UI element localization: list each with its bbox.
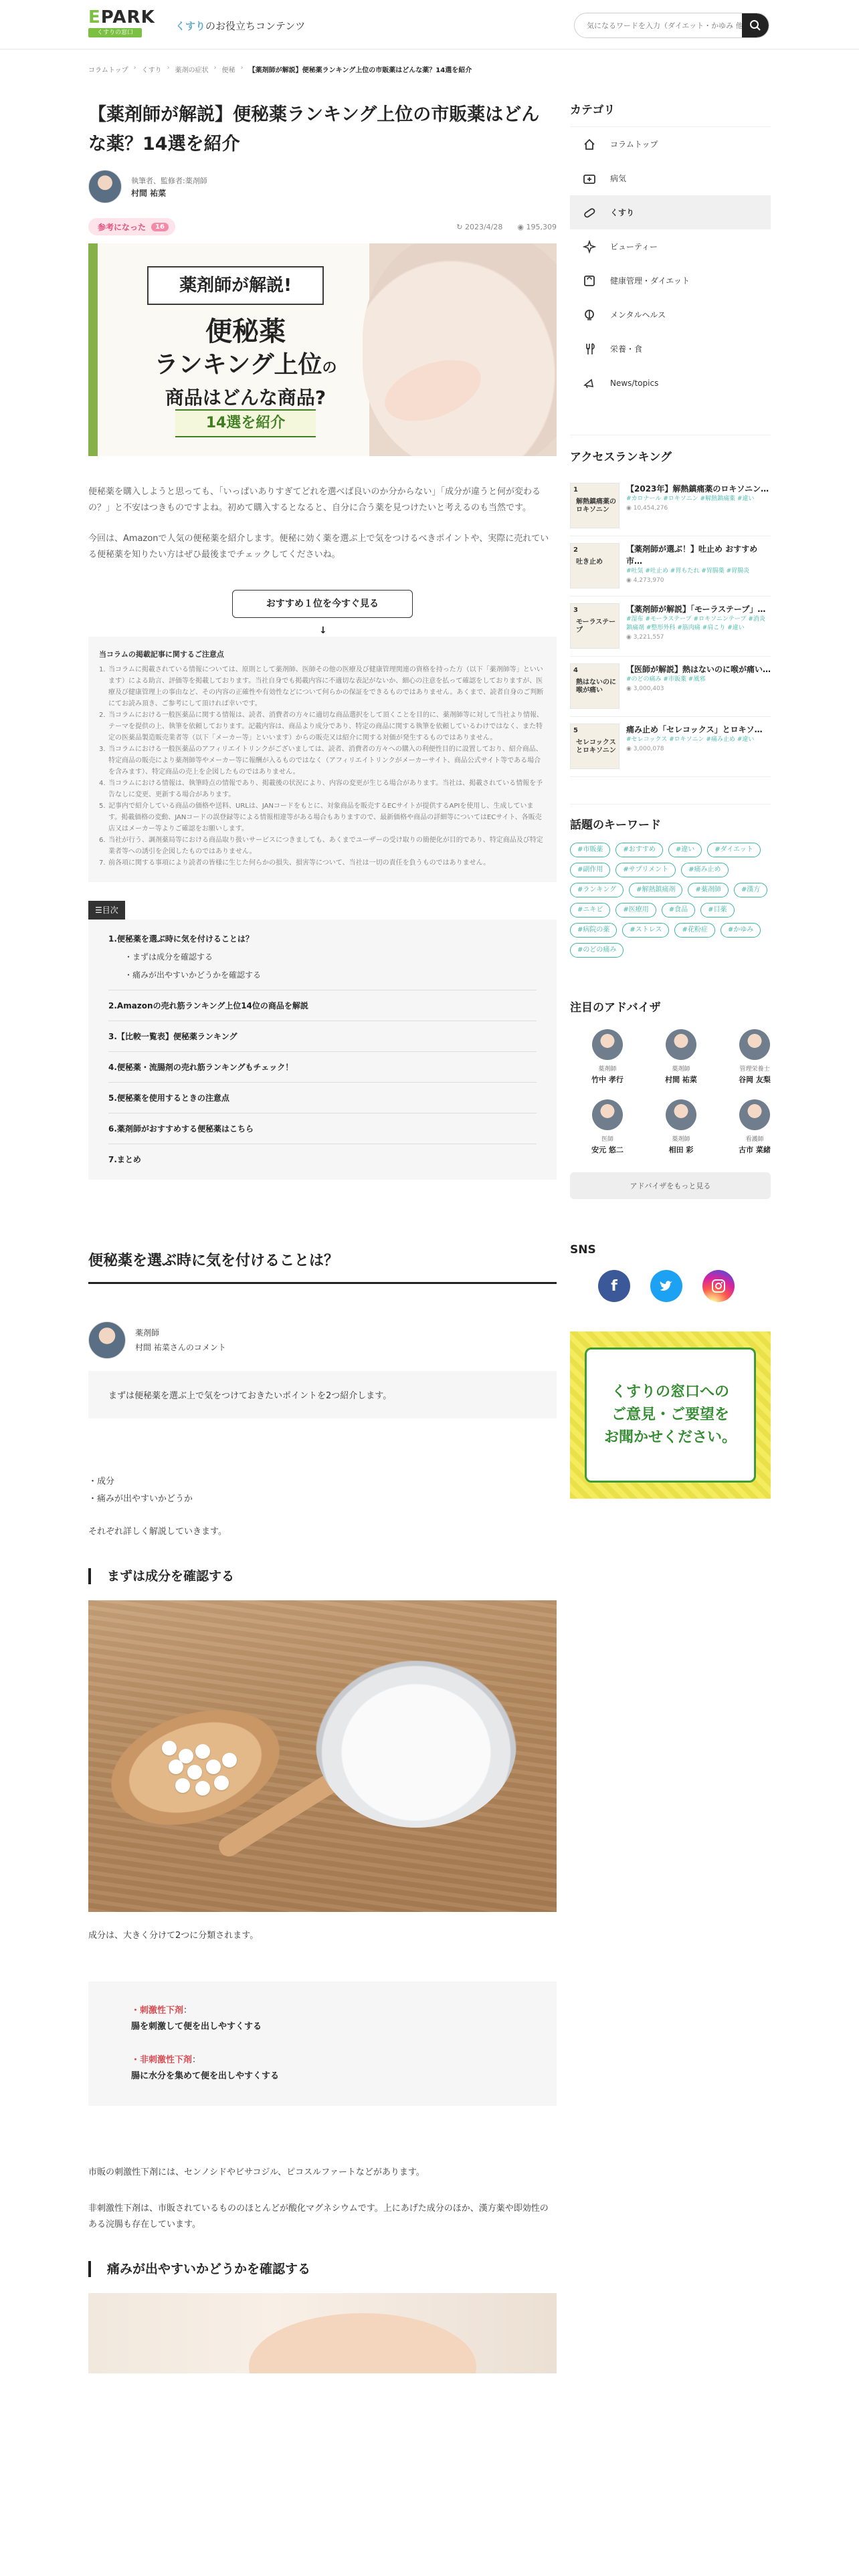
notice-item: 当コラムにおける一般医薬品に関する情報は、読者、消費者の方々に適切な商品選択をして頂くことを目的に、薬剤師等に対して当社より情報、テーマを提供の上、執筆を依頼しております。記載内容は、商品より成分であり、特定の商品に関する執筆を依頼しているわけではなく、また特定の医薬品製造販売業者等（以下「メーカー等」といいます）からの販売又は紹介に関する対価が発生するものではありません。 xyxy=(108,712,543,742)
keyword-tag[interactable]: #食品 xyxy=(662,903,695,918)
facebook-icon[interactable]: f xyxy=(598,1270,630,1302)
section-heading: 便秘薬を選ぶ時に気を付けることは？ xyxy=(88,1249,557,1284)
breadcrumb-item[interactable]: 便秘 xyxy=(221,67,235,74)
keyword-tag[interactable]: #病院の薬 xyxy=(570,923,617,938)
refresh-icon: ↻ xyxy=(456,222,465,231)
advisor-role: 医師 xyxy=(601,1136,613,1143)
ranking-item[interactable] xyxy=(570,536,771,597)
notice-item: 記事内で紹介している商品の価格や送料、URLは、JANコードをもとに、対象商品を販売するECサイトが提供するAPIを使用し、生成しています。掲載価格の変動、JANコードの誤登録等による情報相違等がある場合もありますので、最新価格や商品の詳細等についてはECサイト、各販売店又はメーカー等よりご確認をお願いします。 xyxy=(108,802,542,833)
list-icon: ☰ xyxy=(95,905,102,915)
feedback-banner[interactable] xyxy=(570,1331,771,1499)
intro-paragraph: 便秘薬を購入しようと思っても、「いっぱいありすぎてどれを選べば良いのか分からない」「成分が違うと何が変わるの？」と不安はつきものですよね。初めて購入するとなると、自分に合う薬を見つけたいと考えるのも当然です。 xyxy=(88,487,541,513)
view-count: ◉ 195,309 xyxy=(517,222,557,231)
advisor-name: 古市 菜緒 xyxy=(739,1146,771,1154)
keyword-tag[interactable]: #漢方 xyxy=(734,883,767,897)
toc-subitem[interactable]: ・まずは成分を確認する xyxy=(124,952,213,962)
category-list xyxy=(570,126,771,400)
medical-kit-icon xyxy=(582,171,597,186)
advisor-card[interactable] xyxy=(654,1099,708,1155)
paragraph: 成分は、大きく分けて2つに分類されます。 xyxy=(88,1931,259,1941)
feedback-banner-text: くすりの窓口への ご意見・ご要望を お聞かせください。 xyxy=(585,1348,756,1483)
logo-sub: くすりの窓口 xyxy=(88,28,142,37)
intro xyxy=(88,484,557,563)
more-advisors-button[interactable]: アドバイザをもっと見る xyxy=(570,1172,771,1199)
pill-icon xyxy=(582,205,597,220)
advisor-name: 村間 祐菜 xyxy=(665,1075,697,1084)
keyword-tag[interactable]: #ストレス xyxy=(622,923,669,938)
advisor-role: 看護師 xyxy=(745,1136,764,1143)
keyword-tag[interactable]: #ニキビ xyxy=(570,903,610,918)
ranking-item[interactable] xyxy=(570,657,771,717)
ranking-thumbnail: 4 熱はないのに喉が痛い xyxy=(570,663,619,709)
notice-item: 前各項に関する事項により読者の皆様に生じた何らかの損失、損害等について、当社は一切の責任を負うものではありません。 xyxy=(108,859,490,867)
notice-title: 当コラムの掲載記事に関するご注意点 xyxy=(99,650,224,659)
eye-icon: ◉ xyxy=(626,577,634,584)
paragraph: 非刺激性下剤は、市販されているもののほとんどが酸化マグネシウムです。上にあげた成分のほか、漢方薬や即効性のある浣腸も存在しています。 xyxy=(88,2204,549,2230)
keyword-tag[interactable]: #痛み止め xyxy=(681,863,728,877)
instagram-icon[interactable] xyxy=(702,1270,735,1302)
advisor-card[interactable] xyxy=(581,1029,634,1085)
helpful-count: 16 xyxy=(151,223,169,231)
category-item[interactable]: 健康管理・ダイエット xyxy=(570,263,771,298)
article xyxy=(88,100,557,2373)
advisor-role: 薬剤師 xyxy=(672,1066,690,1073)
keyword-tag[interactable]: #ダイエット xyxy=(707,843,761,857)
sns-links xyxy=(570,1270,771,1302)
point-list xyxy=(88,1473,557,1508)
logo-brand: EPARK xyxy=(88,7,155,27)
ranking-thumbnail: 3 モーラステープ xyxy=(570,603,619,649)
category-item[interactable]: 病気 xyxy=(570,161,771,195)
updated-date: ↻ 2023/4/28 xyxy=(456,222,503,231)
arrow-down-icon: ↓ xyxy=(319,625,327,636)
hero-image xyxy=(88,243,557,456)
comment-avatar xyxy=(88,1321,126,1359)
keyword-tag[interactable]: #ランキング xyxy=(570,883,624,897)
subsection-heading: 痛みが出やすいかどうかを確認する xyxy=(88,2261,557,2277)
notice-item: 当コラムに掲載されている情報については、原則として薬剤師、医師その他の医療及び健康管理関連の資格を持った方（以下「薬剤師等」といいます）による助言、評価等を掲載しております。当社自身でも掲載内容に不適切な表記がないか、細心の注意を払って確認をしておりますが、医療及び健康管理上の事由など、その内容の正確性や有効性などについて何らかの保証をできるものではありません。あくまで、読者自身のご判断にてお読み頂き、ご参考にして頂ければ幸いです。 xyxy=(108,666,544,708)
subsection-heading: まずは成分を確認する xyxy=(88,1568,557,1584)
advisor-card[interactable] xyxy=(728,1099,781,1155)
site-title[interactable]: くすりのお役立ちコンテンツ xyxy=(175,20,306,32)
intro-paragraph: 今回は、Amazonで人気の便秘薬を紹介します。便秘に効く薬を選ぶ上で気をつけるべきポイントや、実際に売れている便秘薬を知りたい方はぜひ最後までチェックしてくださいね。 xyxy=(88,534,549,560)
helpful-button[interactable] xyxy=(88,218,175,235)
ranking-item[interactable] xyxy=(570,597,771,657)
ranking-item-title: 【医師が解説】熱はないのに喉が痛い… xyxy=(626,665,771,674)
keyword-list xyxy=(570,843,768,958)
paragraph: 市販の刺激性下剤には、センノシドやビサコジル、ピコスルファートなどがあります。 xyxy=(88,2167,425,2177)
advisor-avatar xyxy=(666,1029,696,1060)
ranking-item-views: ◉ 3,000,403 xyxy=(626,685,664,692)
advisor-avatar xyxy=(592,1099,623,1130)
keyword-tag[interactable]: #副作用 xyxy=(570,863,610,877)
ranking-title: アクセスランキング xyxy=(570,435,771,464)
powder-bowl xyxy=(316,1660,516,1828)
ranking-item-tags: #カロナール #ロキソニン #解熱鎮痛薬 #違い xyxy=(626,496,755,502)
advisor-role: 薬剤師 xyxy=(672,1136,690,1143)
ingredient-box: ・刺激性下剤： 腸を刺激して便を出しやすくする ・非刺激性下剤： 腸に水分を集めて便を出しやすくする xyxy=(88,1981,557,2106)
category-title: カテゴリ xyxy=(570,104,615,117)
hero-heading: 便秘薬 ランキング上位の 商品はどんな商品? xyxy=(154,316,337,409)
ranking-item-title: 【薬剤師が解説】「モーラステープ」… xyxy=(626,605,766,614)
ranking-thumbnail: 1 解熱鎮痛薬のロキソニン xyxy=(570,483,619,528)
search-button[interactable] xyxy=(742,13,769,37)
see-top-pick-button[interactable]: おすすめ１位を今すぐ見る ↓ xyxy=(232,590,413,618)
keyword-tag[interactable]: #薬剤師 xyxy=(688,883,728,897)
advisor-card[interactable] xyxy=(728,1029,781,1085)
author xyxy=(88,170,557,203)
keyword-tag[interactable]: #サプリメント xyxy=(615,863,676,877)
advisor-role: 薬剤師 xyxy=(598,1066,617,1073)
eye-icon: ◉ xyxy=(626,746,634,752)
toc-subitem[interactable]: ・痛みが出やすいかどうかを確認する xyxy=(124,970,262,980)
ranking-thumbnail: 2 吐き止め xyxy=(570,543,619,588)
advisor-role: 管理栄養士 xyxy=(739,1066,770,1073)
comment-role: 薬剤師 xyxy=(135,1328,160,1337)
ingredient-term: ・刺激性下剤 xyxy=(131,2006,184,2016)
keyword-tag[interactable]: #のどの痛み xyxy=(570,943,624,958)
brain-icon xyxy=(582,308,597,322)
advisor-avatar xyxy=(666,1099,696,1130)
ranking-item-title: 【2023年】解熱鎮痛薬のロキソニン… xyxy=(626,484,769,494)
keyword-title: 話題のキーワード xyxy=(570,804,771,832)
category-item-active[interactable]: くすり xyxy=(570,195,771,229)
keyword-tag[interactable]: #目薬 xyxy=(700,903,734,918)
advisor-card[interactable] xyxy=(654,1029,708,1085)
scale-icon xyxy=(582,274,597,288)
category-item[interactable]: 栄養・食 xyxy=(570,332,771,366)
keyword-tag[interactable]: #おすすめ xyxy=(615,843,662,857)
search-bar xyxy=(574,13,769,38)
epark-logo[interactable] xyxy=(88,7,155,41)
ranking-item[interactable] xyxy=(570,476,771,536)
ranking-item-views: ◉ 3,000,078 xyxy=(626,746,664,752)
comment-author xyxy=(88,1321,557,1359)
toc-item[interactable]: 5.便秘薬を使用するときの注意点 xyxy=(108,1083,537,1113)
ranking-item-title: 痛み止め「セレコックス」とロキソ… xyxy=(626,725,763,734)
page-title: 【薬剤師が解説】便秘薬ランキング上位の市販薬はどんな薬？14選を紹介 xyxy=(88,104,540,154)
hero-body-shape xyxy=(363,243,557,456)
search-icon xyxy=(749,19,761,31)
pills-photo xyxy=(88,1600,557,1912)
site-header xyxy=(0,0,859,49)
ranking-item-title: 【薬剤師が選ぶ！】吐止め おすすめ市… xyxy=(626,544,758,566)
advisor-title: 注目のアドバイザ xyxy=(570,1001,661,1014)
news-icon xyxy=(582,376,597,391)
keyword-tag[interactable]: #違い xyxy=(668,843,702,857)
hero-count: 14選を紹介 xyxy=(175,409,316,437)
comment-name[interactable]: 村間 祐菜さんのコメント xyxy=(135,1343,226,1352)
breadcrumb-item[interactable]: コラムトップ xyxy=(88,67,128,74)
ranking-item-views: ◉ 10,454,276 xyxy=(626,505,668,512)
keyword-tag[interactable]: #解熱鎮痛剤 xyxy=(629,883,682,897)
paragraph: それぞれ詳しく解説していきます。 xyxy=(88,1527,227,1537)
meta-row xyxy=(88,218,557,235)
ranking-item-views: ◉ 3,221,557 xyxy=(626,634,664,641)
advisor-avatar xyxy=(739,1029,770,1060)
table-of-contents xyxy=(88,901,557,1180)
advisor-name: 竹中 孝行 xyxy=(591,1075,624,1084)
ranking-item-tags: #湿布 #モーラステープ #ロキソニンテープ #消炎鎮痛剤 #整形外科 #筋肉痛 #肩こり #違い xyxy=(626,616,765,631)
toc-item[interactable]: 3.【比較一覧表】便秘薬ランキング xyxy=(108,1021,537,1052)
keyword-tag[interactable]: #医療用 xyxy=(615,903,656,918)
toc-item[interactable]: 2.Amazonの売れ筋ランキング上位14位の商品を解説 xyxy=(108,990,537,1021)
keyword-tag[interactable]: #かゆみ xyxy=(721,923,761,938)
keyword-tag[interactable]: #市販薬 xyxy=(570,843,610,857)
sparkle-icon xyxy=(582,239,597,254)
advisor-avatar xyxy=(592,1029,623,1060)
category-item[interactable]: ビューティー xyxy=(570,229,771,263)
sidebar xyxy=(570,100,771,1499)
author-avatar xyxy=(88,170,122,203)
author-name[interactable]: 村間 祐菜 xyxy=(131,188,167,198)
twitter-icon[interactable] xyxy=(650,1270,682,1302)
notice-box xyxy=(88,637,557,882)
point-item: ・成分 xyxy=(88,1477,115,1487)
toc-item[interactable]: 6.薬剤師がおすすめする便秘薬はこちら xyxy=(108,1113,537,1144)
breadcrumb: コラムトップ › くすり › 薬剤の症状 › 便秘 › 【薬剤師が解説】便秘薬ランキング上位の市販薬はどんな薬？14選を紹介 xyxy=(88,64,472,74)
breadcrumb-current: 【薬剤師が解説】便秘薬ランキング上位の市販薬はどんな薬？14選を紹介 xyxy=(248,67,472,74)
category-item[interactable]: コラムトップ xyxy=(570,127,771,161)
home-icon xyxy=(582,137,597,152)
author-role: 執筆者、監修者:薬剤師 xyxy=(131,176,207,185)
category-item[interactable]: News/topics xyxy=(570,366,771,400)
toc-label: ☰目次 xyxy=(88,901,125,920)
ingredient-term: ・非刺激性下剤 xyxy=(131,2055,193,2065)
notice-item: 当コラムにおける一般医薬品のアフィリエイトリンクがございましては、読者、消費者の方々への購入の利便性目的に設置しており、紹介商品、特定商品の販売により薬剤師等やメーカー等に報酬が入るものではなく（アフィリエイトリンクがメーカーサイト、商品公式サイト等である場合を含みます）、特定商品の売上を企図したものではありません。 xyxy=(108,746,543,776)
notice-item: 当社が行う、調剤薬局等における商品取り扱いサービスにつきましても、あくまでユーザーの受け取りの簡便化が目的であり、特定商品及び特定業者等への誘引を企図したものではありません。 xyxy=(108,837,543,855)
advisor-avatar xyxy=(739,1099,770,1130)
keyword-tag[interactable]: #花粉症 xyxy=(674,923,714,938)
ranking-list xyxy=(570,476,771,777)
eye-icon: ◉ xyxy=(626,685,634,692)
toc-item[interactable]: 4.便秘薬・流腸剤の売れ筋ランキングもチェック！ xyxy=(108,1052,537,1083)
advisor-grid xyxy=(570,1029,771,1155)
breadcrumb-item[interactable]: 薬剤の症状 xyxy=(175,67,209,74)
advisor-card[interactable] xyxy=(581,1099,634,1155)
category-item[interactable]: メンタルヘルス xyxy=(570,298,771,332)
search-input[interactable] xyxy=(575,13,742,37)
breadcrumb-item[interactable]: くすり xyxy=(141,67,162,74)
advisor-name: 谷岡 友梨 xyxy=(739,1075,771,1084)
ranking-item-tags: #セレコックス #ロキソニン #痛み止め #違い xyxy=(626,736,755,743)
ranking-item-tags: #吐気 #吐止め #胃もたれ #胃腸薬 #胃腸炎 xyxy=(626,568,750,574)
notice-item: 当コラムにおける情報は、執筆時点の情報であり、掲載後の状況により、内容の変更が生じる場合があります。当社は、掲載されている情報を予告なしに変更、更新する場合があります。 xyxy=(108,780,543,798)
ingredient-desc: 腸に水分を集めて便を出しやすくする xyxy=(131,2071,280,2081)
ranking-item-views: ◉ 4,273,970 xyxy=(626,577,664,584)
ranking-thumbnail: 5 セレコックスとロキソニン xyxy=(570,724,619,769)
ranking-item[interactable] xyxy=(570,717,771,777)
hero-tag: 薬剤師が解説! xyxy=(147,266,324,305)
point-item: ・痛みが出やすいかどうか xyxy=(88,1494,193,1504)
eye-icon: ◉ xyxy=(626,505,634,512)
toc-item[interactable]: 7.まとめ xyxy=(108,1155,141,1164)
fork-icon xyxy=(582,342,597,356)
comment-box: まずは便秘薬を選ぶ上で気をつけておきたいポイントを2つ紹介します。 xyxy=(88,1371,557,1418)
advisor-name: 相田 彩 xyxy=(668,1146,694,1154)
pain-photo xyxy=(88,2293,557,2373)
ingredient-desc: 腸を刺激して便を出しやすくする xyxy=(131,2022,262,2032)
sns-title: SNS xyxy=(570,1243,596,1257)
toc-item[interactable]: 1.便秘薬を選ぶ時に気を付けることは？ ・まずは成分を確認する ・痛みが出やすいかどうかを確認する xyxy=(108,930,537,990)
eye-icon: ◉ xyxy=(517,222,527,231)
eye-icon: ◉ xyxy=(626,634,634,641)
ranking-item-tags: #のどの痛み #市販薬 #風邪 xyxy=(626,676,706,683)
helpful-label: 参考になった xyxy=(98,222,147,232)
advisor-name: 安元 悠二 xyxy=(591,1146,624,1154)
